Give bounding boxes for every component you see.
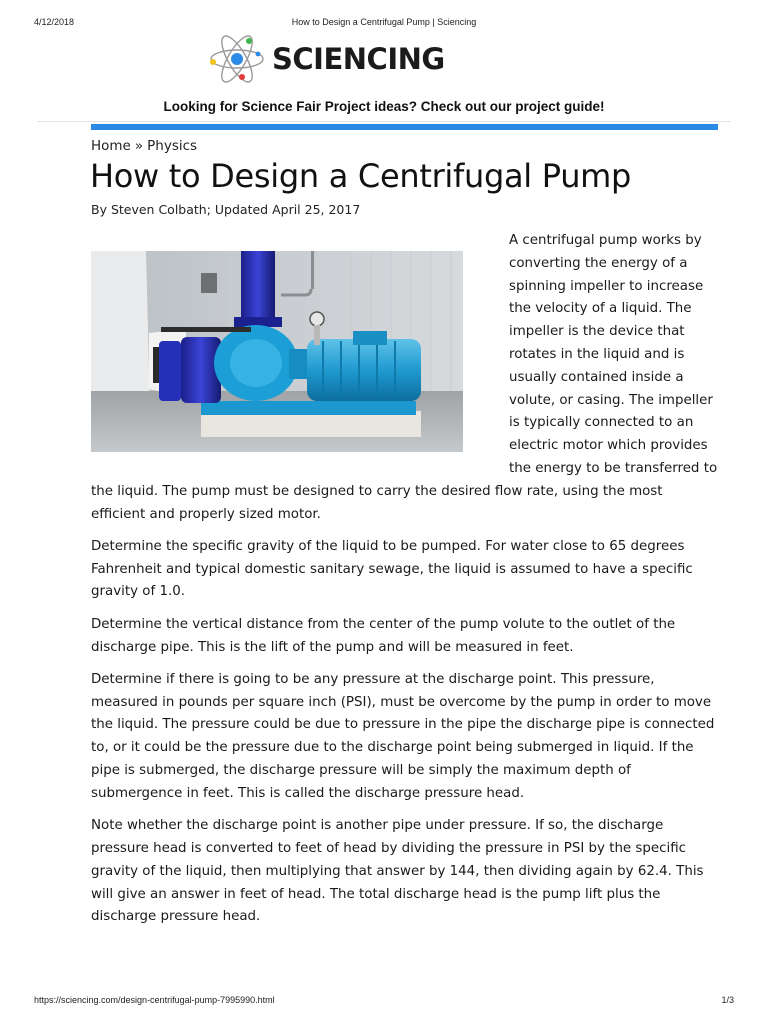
pump-photo-illustration — [91, 251, 463, 452]
project-guide-link[interactable]: Looking for Science Fair Project ideas? Check out our project guide! — [163, 99, 605, 114]
paragraph-vertical-distance: Determine the vertical distance from the center of the pump volute to the outlet of the discharge pipe. This is the lift of the pump and will be measured in feet. — [91, 616, 676, 655]
print-page-title: How to Design a Centrifugal Pump | Sciencing — [291, 17, 477, 27]
print-page-number: 1/3 — [721, 995, 734, 1005]
site-logo[interactable] — [208, 34, 445, 84]
print-footer — [0, 995, 768, 1009]
breadcrumb-separator: » — [134, 138, 144, 154]
accent-bar — [91, 124, 718, 130]
paragraph-specific-gravity: Determine the specific gravity of the liquid to be pumped. For water close to 65 degrees Fahrenheit and typical domestic sanitary sewage, the liquid is assumed to have a specific gravity of 1.0. — [91, 538, 693, 600]
print-url: https://sciencing.com/design-centrifugal-pump-7995990.html — [34, 995, 275, 1005]
article-byline: By Steven Colbath; Updated April 25, 2017 — [91, 202, 361, 217]
pump-photo — [91, 251, 463, 452]
breadcrumb-physics-link[interactable]: Physics — [147, 138, 198, 154]
logo-text: SCIENCING — [272, 42, 445, 76]
paragraph-intro: A centrifugal pump works by converting the energy of a spinning impeller to increase the velocity of a liquid. The impeller is the device that rotates in the liquid and is usually contained inside a volute, or casing. The impeller is typically connected to an electric motor which provides the energy to be transferred to the liquid. The pump must be designed to carry the desired flow rate, using the most efficient and properly sized motor. — [91, 233, 718, 522]
paragraph-discharge-head: Note whether the discharge point is another pipe under pressure. If so, the discharge pressure head is converted to feet of head by dividing the pressure in PSI by the specific gravity of the liquid, then multiplying that answer by 144, then dividing again by 62.4. This will give an answer in feet of head. The total discharge head is the pump lift plus the discharge pressure head. — [91, 818, 704, 925]
paragraph-discharge-pressure: Determine if there is going to be any pressure at the discharge point. This pressure, measured in pounds per square inch (PSI), must be overcome by the pump in order to move the liquid. The pressure could be due to pressure in the pipe the discharge pipe is connected to, or it could be the pressure due to the discharge point being submerged in liquid. If the pipe is submerged, the discharge pressure will be simply the maximum depth of submergence in feet. This is called the discharge pressure head. — [91, 671, 715, 801]
divider — [37, 121, 731, 122]
print-header — [0, 17, 768, 31]
breadcrumb-home-link[interactable]: Home — [91, 138, 131, 154]
promo-banner — [0, 99, 768, 114]
breadcrumb — [91, 138, 197, 154]
article-body — [91, 230, 718, 939]
atom-icon — [208, 35, 266, 83]
article-title: How to Design a Centrifugal Pump — [90, 157, 632, 195]
print-date: 4/12/2018 — [34, 17, 75, 27]
